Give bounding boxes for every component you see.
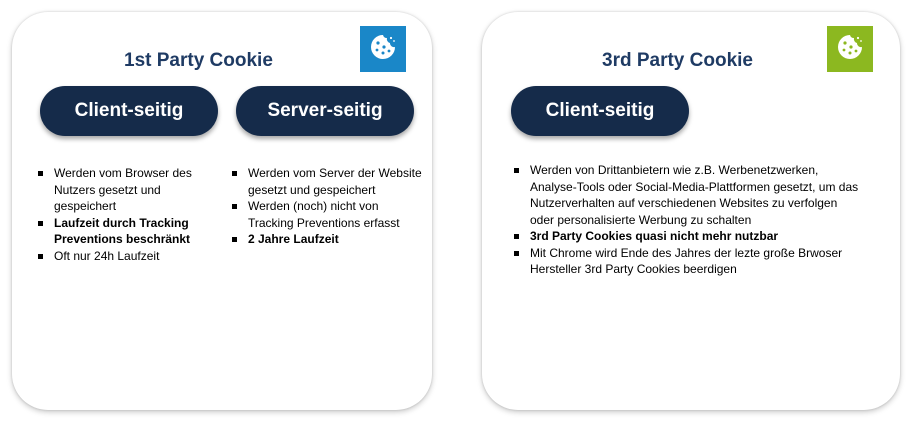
client-side-pill: Client-seitig [511,86,689,136]
list-item: Werden (noch) nicht von Tracking Preventions erfasst [232,198,422,231]
list-item: Mit Chrome wird Ende des Jahres der lezte große Brwoser Hersteller 3rd Party Cookies beerdigen [514,245,859,278]
third-party-list [514,162,859,278]
list-item: 2 Jahre Laufzeit [232,231,422,248]
client-side-pill: Client-seitig [40,86,218,136]
first-party-card [12,12,432,410]
first-party-badge [360,26,406,72]
list-item: Werden vom Browser des Nutzers gesetzt und gespeichert [38,165,206,215]
third-party-title: 3rd Party Cookie [602,50,753,71]
server-side-list [232,165,422,248]
first-party-title: 1st Party Cookie [124,50,273,71]
list-item: 3rd Party Cookies quasi nicht mehr nutzbar [514,228,859,245]
third-party-badge [827,26,873,72]
client-side-list [38,165,206,264]
list-item: Oft nur 24h Laufzeit [38,248,206,265]
cookie-icon [368,32,398,67]
cookie-icon [835,32,865,67]
list-item: Werden vom Server der Website gesetzt und gespeichert [232,165,422,198]
list-item: Werden von Drittanbietern wie z.B. Werbenetzwerken, Analyse-Tools oder Social-Media-Plattformen gesetzt, um das Nutzerverhalten auf verschiedenen Websites zu verfolgen oder personalisierte Werbung zu schalten [514,162,859,228]
third-party-card [482,12,900,410]
server-side-pill: Server-seitig [236,86,414,136]
list-item: Laufzeit durch Tracking Preventions beschränkt [38,215,206,248]
